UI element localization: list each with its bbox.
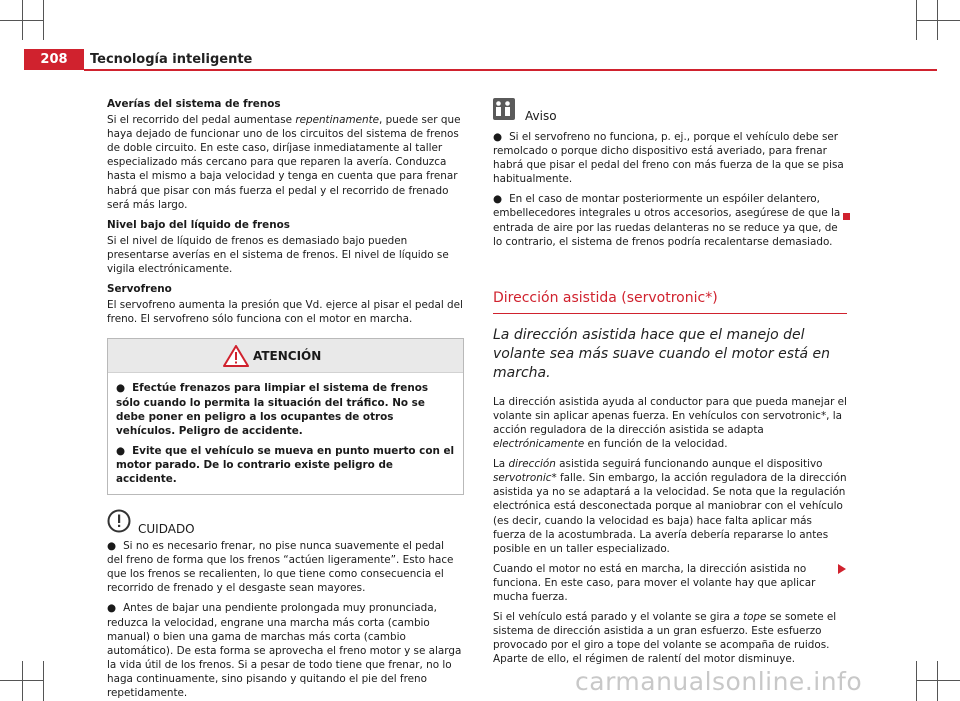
list-item: ● Evite que el vehículo se mueva en punto muerto con el motor parado. De lo contrario existe peligro de accidente. [116, 444, 455, 485]
brake-fluid-heading: Nivel bajo del líquido de frenos [107, 218, 290, 231]
bullet-icon: ● [116, 444, 126, 457]
list-item: ● En el caso de montar posteriormente un espóiler delantero, embellecedores integrales u otros accesorios, asegúrese de que la entrada de aire por las ruedas delanteras no se reduce ya que, de lo contrario, el sistema de frenos podría recalentarse demasiado. [493, 193, 841, 248]
caution-header [107, 509, 463, 539]
crop-mark [937, 661, 938, 701]
bullet-icon: ● [116, 382, 126, 395]
note-title: Aviso [525, 109, 557, 123]
bullet-icon: ● [107, 602, 117, 615]
steering-paragraph-2: La dirección asistida seguirá funcionando aunque el dispositivo servotronic* falle. Sin embargo, la acción reguladora de la dirección asistida ya no se adaptará a la velocidad. Se nota que la regulación electrónica está desconectada porque al maniobrar con el vehículo (es decir, cuando la velocidad es baja) hace falta aplicar más fuerza de la acostumbrada. La avería debería repararse lo antes posible en un taller especializado. [493, 458, 847, 555]
list-item: ● Si el servofreno no funciona, p. ej., porque el vehículo debe ser remolcado o porque dicho dispositivo está averiado, para frenar habrá que pisar el pedal del freno con más fuerza de la que se pisa habitualmente. [493, 131, 844, 186]
continue-arrow-icon [838, 564, 846, 574]
bullet-icon: ● [493, 193, 503, 206]
warning-box [107, 338, 464, 495]
section-end-icon [843, 213, 850, 220]
crop-mark [22, 661, 23, 701]
brake-failure-text: Si el recorrido del pedal aumentase repentinamente, puede ser que haya dejado de funcionar uno de los circuitos del sistema de frenos de doble circuito. En este caso, diríjase inmediatamente al taller especializado más cercano para que reparen la avería. Conduzca hasta el mismo a baja velocidad y tenga en cuenta que para frenar habrá que pisar con más fuerza el pedal y el recorrido de frenado será más largo. [107, 114, 461, 211]
list-item: ● Antes de bajar una pendiente prolongada muy pronunciada, reduzca la velocidad, engrane una marcha más corta (cambio manual) o bien una gama de marchas más corta (cambio automático). De esta forma se aprovecha el freno motor y se alarga la vida útil de los frenos. Si a pesar de todo tiene que frenar, no lo haga continuamente, sino pisando y quitando el pie del freno repetidamente. [107, 602, 462, 699]
steering-paragraph-3: Cuando el motor no está en marcha, la dirección asistida no funciona. En este caso, para mover el volante hay que aplicar mucha fuerza. [493, 562, 816, 603]
note-icon-box [493, 98, 515, 120]
crop-mark [916, 20, 960, 21]
list-item: ● Efectúe frenazos para limpiar el sistema de frenos sólo cuando lo permita la situación del tráfico. No se debe poner en peligro a los ocupantes de otros vehículos. Peligro de accidente. [116, 382, 429, 437]
servo-heading: Servofreno [107, 283, 172, 296]
caution-title: CUIDADO [138, 522, 195, 537]
page-number: 208 [40, 52, 68, 67]
section-title: Dirección asistida (servotronic*) [493, 289, 847, 314]
servo-text: El servofreno aumenta la presión que Vd. ejerce al pisar el pedal del freno. El servofreno sólo funciona con el motor en marcha. [107, 299, 463, 326]
note-header [493, 106, 847, 128]
bullet-icon: ● [493, 131, 503, 143]
bullet-icon: ● [107, 540, 117, 553]
steering-paragraph-4: Si el vehículo está parado y el volante se gira a tope se somete el sistema de dirección asistida a un gran esfuerzo. Este esfuerzo provocado por el giro a tope del volante se acompaña de ruidos. Aparte de ello, el régimen de ralentí del motor disminuye. [493, 611, 837, 666]
crop-mark [43, 661, 44, 701]
warning-body [108, 373, 463, 494]
warning-triangle-icon [223, 345, 249, 367]
info-note-icon [493, 98, 515, 120]
crop-mark [0, 680, 44, 681]
left-column [107, 97, 463, 701]
right-column [493, 106, 847, 672]
crop-mark [916, 661, 917, 701]
warning-header [108, 339, 463, 373]
section-lead: La dirección asistida hace que el manejo del volante sea más suave cuando el motor está en marcha. [493, 326, 830, 381]
brake-fluid-text: Si el nivel de líquido de frenos es demasiado bajo pueden presentarse averías en el sistema de frenos. El nivel de líquido se vigila electrónicamente. [107, 234, 449, 276]
watermark: carmanualsonline.info [575, 667, 863, 696]
brake-failure-heading: Averías del sistema de frenos [107, 98, 281, 110]
crop-mark [916, 680, 960, 681]
caution-exclamation-icon [107, 509, 131, 533]
chapter-title: Tecnología inteligente [90, 52, 253, 67]
list-item: ● Si no es necesario frenar, no pise nunca suavemente el pedal del freno de forma que los frenos “actúen ligeramente”. Esto hace que los frenos se recalienten, lo que tiene como consecuencia el recorrido de frenado y el desgaste sean mayores. [107, 540, 454, 595]
header-rule [84, 69, 937, 71]
warning-title: ATENCIÓN [253, 349, 322, 364]
crop-mark [0, 20, 44, 21]
steering-paragraph-1: La dirección asistida ayuda al conductor para que pueda manejar el volante sin aplicar apenas fuerza. En vehículos con servotronic*, la acción reguladora de la dirección asistida se adapta electrónicamente en función de la velocidad. [493, 395, 847, 451]
